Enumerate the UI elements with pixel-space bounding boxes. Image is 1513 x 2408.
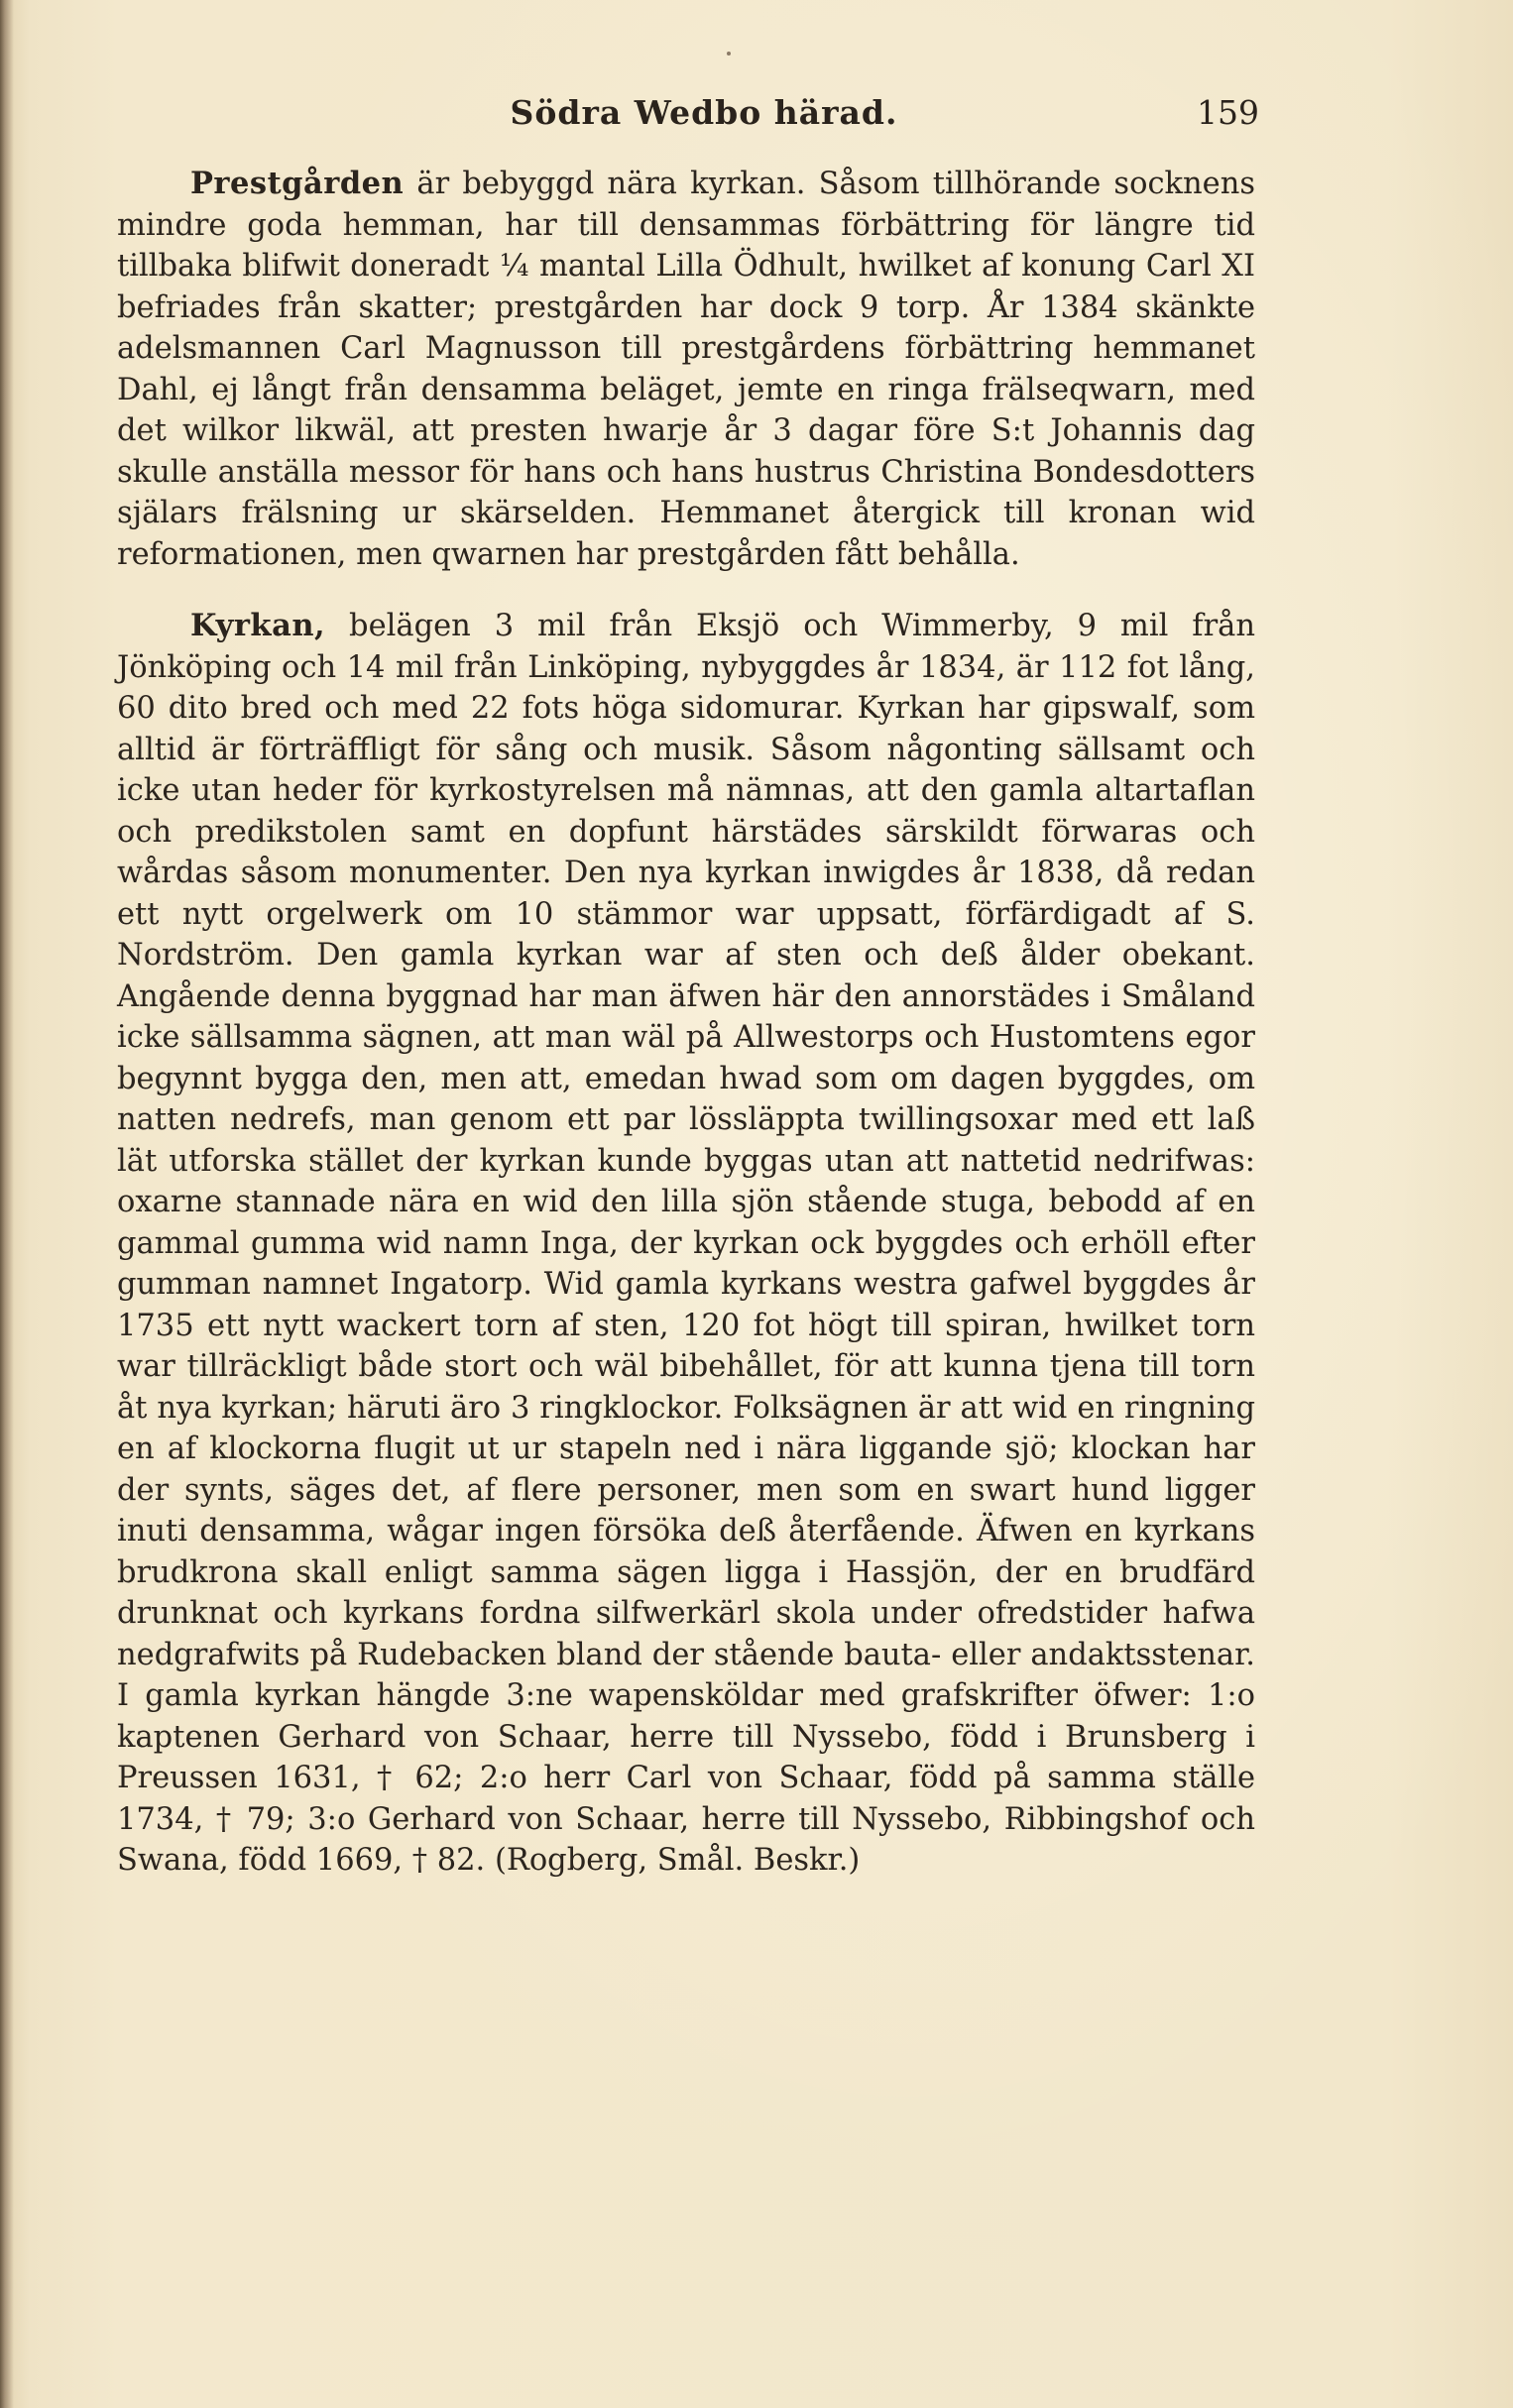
paragraph-prestgarden bbox=[117, 164, 1255, 575]
page-binding-edge bbox=[0, 0, 14, 2408]
paragraph-lead-word: Prestgården bbox=[190, 166, 405, 201]
ink-speck bbox=[727, 52, 731, 56]
page-number: 159 bbox=[1197, 93, 1259, 132]
paragraph-kyrkan bbox=[117, 606, 1255, 1882]
running-title: Södra Wedbo härad. bbox=[510, 93, 898, 132]
paragraph-text: är bebyggd nära kyrkan. Såsom tillhörande socknens mindre goda hemman, har till densammas förbättring för längre tid tillbaka blifwit doneradt ¼ mantal Lilla Ödhult, hwilket af konung Carl XI befriades från skatter; prestgården har dock 9 torp. År 1384 skänkte adelsmannen Carl Magnusson till prestgårdens förbättring hemmanet Dahl, ej långt från densamma beläget, jemte en ringa frälseqwarn, med det wilkor likwäl, att presten hwarje år 3 dagar före S:t Johannis dag skulle anställa messor för hans och hans hustrus Christina Bondesdotters själars frälsning ur skärselden. Hemmanet återgick till kronan wid reformationen, men qwarnen har prestgården fått behålla. bbox=[117, 167, 1255, 572]
running-header bbox=[0, 91, 1513, 135]
body-text bbox=[117, 164, 1255, 1882]
paragraph-text: belägen 3 mil från Eksjö och Wimmerby, 9 mil från Jönköping och 14 mil från Linköping, nybyggdes år 1834, är 112 fot lång, 60 dito bred och med 22 fots höga sidomurar. Kyrkan har gipswalf, som alltid är förträffligt för sång och musik. Såsom någonting sällsamt och icke utan heder för kyrkostyrelsen må nämnas, att den gamla altartaflan och predikstolen samt en dopfunt härstädes särskildt förwaras och wårdas såsom monumenter. Den nya kyrkan inwigdes år 1838, då redan ett nytt orgelwerk om 10 stämmor war uppsatt, förfärdigadt af S. Nordström. Den gamla kyrkan war af sten och deß ålder obekant. Angående denna byggnad har man äfwen här den annorstädes i Småland icke sällsamma sägnen, att man wäl på Allwestorps och Hustomtens egor begynnt bygga den, men att, emedan hwad som om dagen byggdes, om natten nedrefs, man genom ett par lössläppta twillingsoxar med ett laß lät utforska stället der kyrkan kunde byggas utan att nattetid nedrifwas: oxarne stannade nära en wid den lilla sjön stående stuga, bebodd af en gammal gumma wid namn Inga, der kyrkan ock byggdes och erhöll efter gumman namnet Ingatorp. Wid gamla kyrkans westra gafwel byggdes år 1735 ett nytt wackert torn af sten, 120 fot högt till spiran, hwilket torn war tillräckligt både stort och wäl bibehållet, för att kunna tjena till torn åt nya kyrkan; häruti äro 3 ringklockor. Folksägnen är att wid en ringning en af klockorna flugit ut ur stapeln ned i nära liggande sjö; klockan har der synts, säges det, af flere personer, men som en swart hund ligger inuti densamma, wågar ingen försöka deß återfående. Äfwen en kyrkans brudkrona skall enligt samma sägen ligga i Hassjön, der en brudfärd drunknat och kyrkans fordna silfwerkärl skola under ofredstider hafwa nedgrafwits på Rudebacken bland der stående bauta- eller andaktsstenar. I gamla kyrkan hängde 3:ne wapensköldar med grafskrifter öfwer: 1:o kaptenen Gerhard von Schaar, herre till Nyssebo, född i Brunsberg i Preussen 1631, † 62; 2:o herr Carl von Schaar, född på samma ställe 1734, † 79; 3:o Gerhard von Schaar, herre till Nyssebo, Ribbingshof och Swana, född 1669, † 82. (Rogberg, Smål. Beskr.) bbox=[117, 609, 1255, 1878]
paragraph-lead-word: Kyrkan, bbox=[190, 608, 326, 643]
